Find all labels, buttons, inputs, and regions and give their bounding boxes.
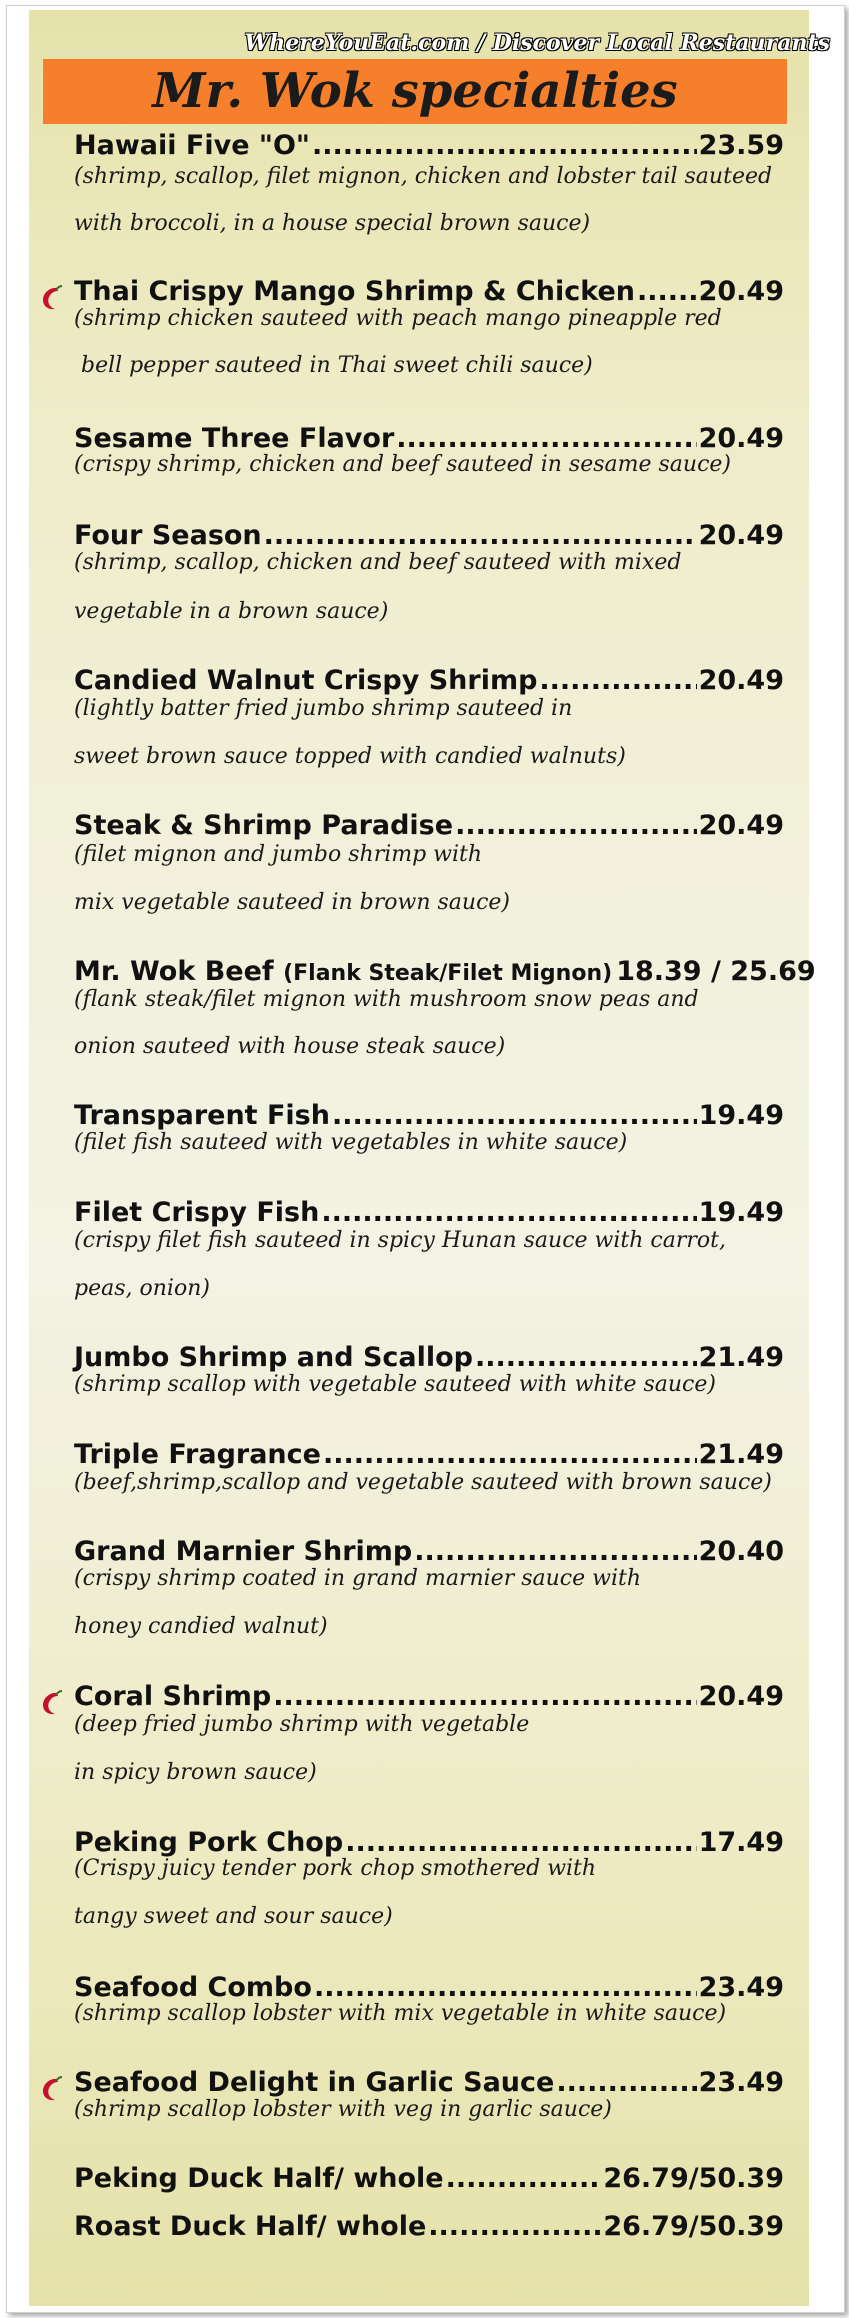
page-title: Mr. Wok specialties — [152, 63, 678, 119]
menu-item-name — [74, 2211, 426, 2242]
menu-item-description: (shrimp scallop lobster with mix vegetable in white sauce) — [74, 2001, 727, 2026]
menu-item-description: in spicy brown sauce) — [74, 1760, 317, 1785]
menu-item-name-text: Peking Pork Chop — [74, 1827, 344, 1858]
site-credit-watermark: WhereYouEat.com / Discover Local Restaurants — [244, 30, 830, 56]
menu-item-price: 20.49 — [698, 276, 784, 307]
menu-item-name-text: Candied Walnut Crispy Shrimp — [74, 665, 538, 696]
menu-item-description: (filet mignon and jumbo shrimp with — [74, 842, 483, 867]
menu-item-price: 20.49 — [698, 1681, 784, 1712]
menu-item-name-text: Four Season — [74, 520, 262, 551]
menu-item-line — [74, 2211, 784, 2253]
menu-item-description: peas, onion) — [74, 1276, 210, 1301]
menu-item-name-text: Roast Duck Half/ whole — [74, 2211, 427, 2242]
menu-item-description: bell pepper sauteed in Thai sweet chili sauce) — [74, 353, 593, 378]
menu-item-price: 19.49 — [698, 1100, 784, 1131]
menu-item-name — [74, 2163, 444, 2194]
menu-item-price: 23.49 — [698, 1972, 784, 2003]
menu-item-description: (crispy shrimp coated in grand marnier sauce with — [74, 1566, 641, 1591]
menu-item-description: (shrimp, scallop, chicken and beef sauteed with mixed — [74, 550, 682, 575]
menu-item-name-note: (Flank Steak/Filet Mignon) — [283, 961, 613, 986]
menu-item-name-text: Seafood Combo — [74, 1972, 312, 2003]
menu-item-description: (shrimp scallop lobster with veg in garlic sauce) — [74, 2097, 612, 2122]
menu-item-description: (beef,shrimp,scallop and vegetable sauteed with brown sauce) — [74, 1470, 772, 1495]
menu-item-description: (shrimp, scallop, filet mignon, chicken and lobster tail sauteed — [74, 164, 773, 189]
menu-item-price: 19.49 — [698, 1197, 784, 1228]
menu-item-price: 23.49 — [698, 2067, 784, 2098]
menu-item-description: (shrimp chicken sauteed with peach mango pineapple red — [74, 306, 722, 331]
menu-item-name-text: Thai Crispy Mango Shrimp & Chicken — [74, 276, 635, 307]
menu-item-description: (lightly batter fried jumbo shrimp sauteed in — [74, 696, 573, 721]
menu-item-name-text: Filet Crispy Fish — [74, 1197, 320, 1228]
menu-item-price: 20.49 — [698, 810, 784, 841]
menu-item-price: 21.49 — [698, 1342, 784, 1373]
menu-item-line — [74, 2163, 784, 2205]
menu-item-price: 20.49 — [698, 665, 784, 696]
menu-item-name-text: Hawaii Five "O" — [74, 130, 310, 161]
menu-item-description: sweet brown sauce topped with candied walnuts) — [74, 744, 626, 769]
menu-item-price: 23.59 — [698, 130, 784, 161]
dot-leader — [428, 2211, 601, 2242]
menu-item-price: 20.49 — [698, 423, 784, 454]
menu-item-description: (crispy shrimp, chicken and beef sauteed in sesame sauce) — [74, 452, 731, 477]
menu-item-name-text: Grand Marnier Shrimp — [74, 1536, 413, 1567]
menu-item-name-text: Seafood Delight in Garlic Sauce — [74, 2067, 555, 2098]
menu-item-price: 26.79/50.39 — [603, 2163, 784, 2194]
menu-item-name-text: Coral Shrimp — [74, 1681, 272, 1712]
menu-item-description: honey candied walnut) — [74, 1614, 328, 1639]
menu-item-price: 26.79/50.39 — [603, 2211, 784, 2242]
hot-pepper-icon — [40, 285, 64, 311]
menu-item-price: 18.39 / 25.69 — [616, 956, 816, 987]
menu-item-description: (Crispy juicy tender pork chop smothered with — [74, 1856, 597, 1881]
menu-item-description: (crispy filet fish sauteed in spicy Hunan sauce with carrot, — [74, 1228, 726, 1253]
menu-item-description: mix vegetable sauteed in brown sauce) — [74, 890, 511, 915]
menu-item-description: (filet fish sauteed with vegetables in white sauce) — [74, 1130, 628, 1155]
menu-item-description: onion sauteed with house steak sauce) — [74, 1034, 506, 1059]
menu-item-name-text: Mr. Wok Beef — [74, 956, 274, 987]
menu-item-name-text: Peking Duck Half/ whole — [74, 2163, 444, 2194]
dot-leader — [446, 2163, 602, 2194]
menu-item-name-text: Jumbo Shrimp and Scallop — [74, 1342, 474, 1373]
menu-item-name-text: Sesame Three Flavor — [74, 423, 395, 454]
menu-item-price: 20.49 — [698, 520, 784, 551]
menu-item-price: 17.49 — [698, 1827, 784, 1858]
hot-pepper-icon — [40, 1690, 64, 1716]
menu-item-description: (shrimp scallop with vegetable sauteed with white sauce) — [74, 1372, 716, 1397]
menu-item-price: 21.49 — [698, 1439, 784, 1470]
menu-item-description: (deep fried jumbo shrimp with vegetable — [74, 1712, 530, 1737]
menu-item-description: (flank steak/filet mignon with mushroom snow peas and — [74, 987, 699, 1012]
menu-item-name-text: Transparent Fish — [74, 1100, 330, 1131]
menu-item-name-text: Steak & Shrimp Paradise — [74, 810, 454, 841]
hot-pepper-icon — [40, 2076, 64, 2102]
menu-item-description: tangy sweet and sour sauce) — [74, 1904, 393, 1929]
menu-item-description: with broccoli, in a house special brown sauce) — [74, 211, 591, 236]
menu-item-description: vegetable in a brown sauce) — [74, 599, 389, 624]
menu-item-name-text: Triple Fragrance — [74, 1439, 321, 1470]
menu-item-price: 20.40 — [698, 1536, 784, 1567]
